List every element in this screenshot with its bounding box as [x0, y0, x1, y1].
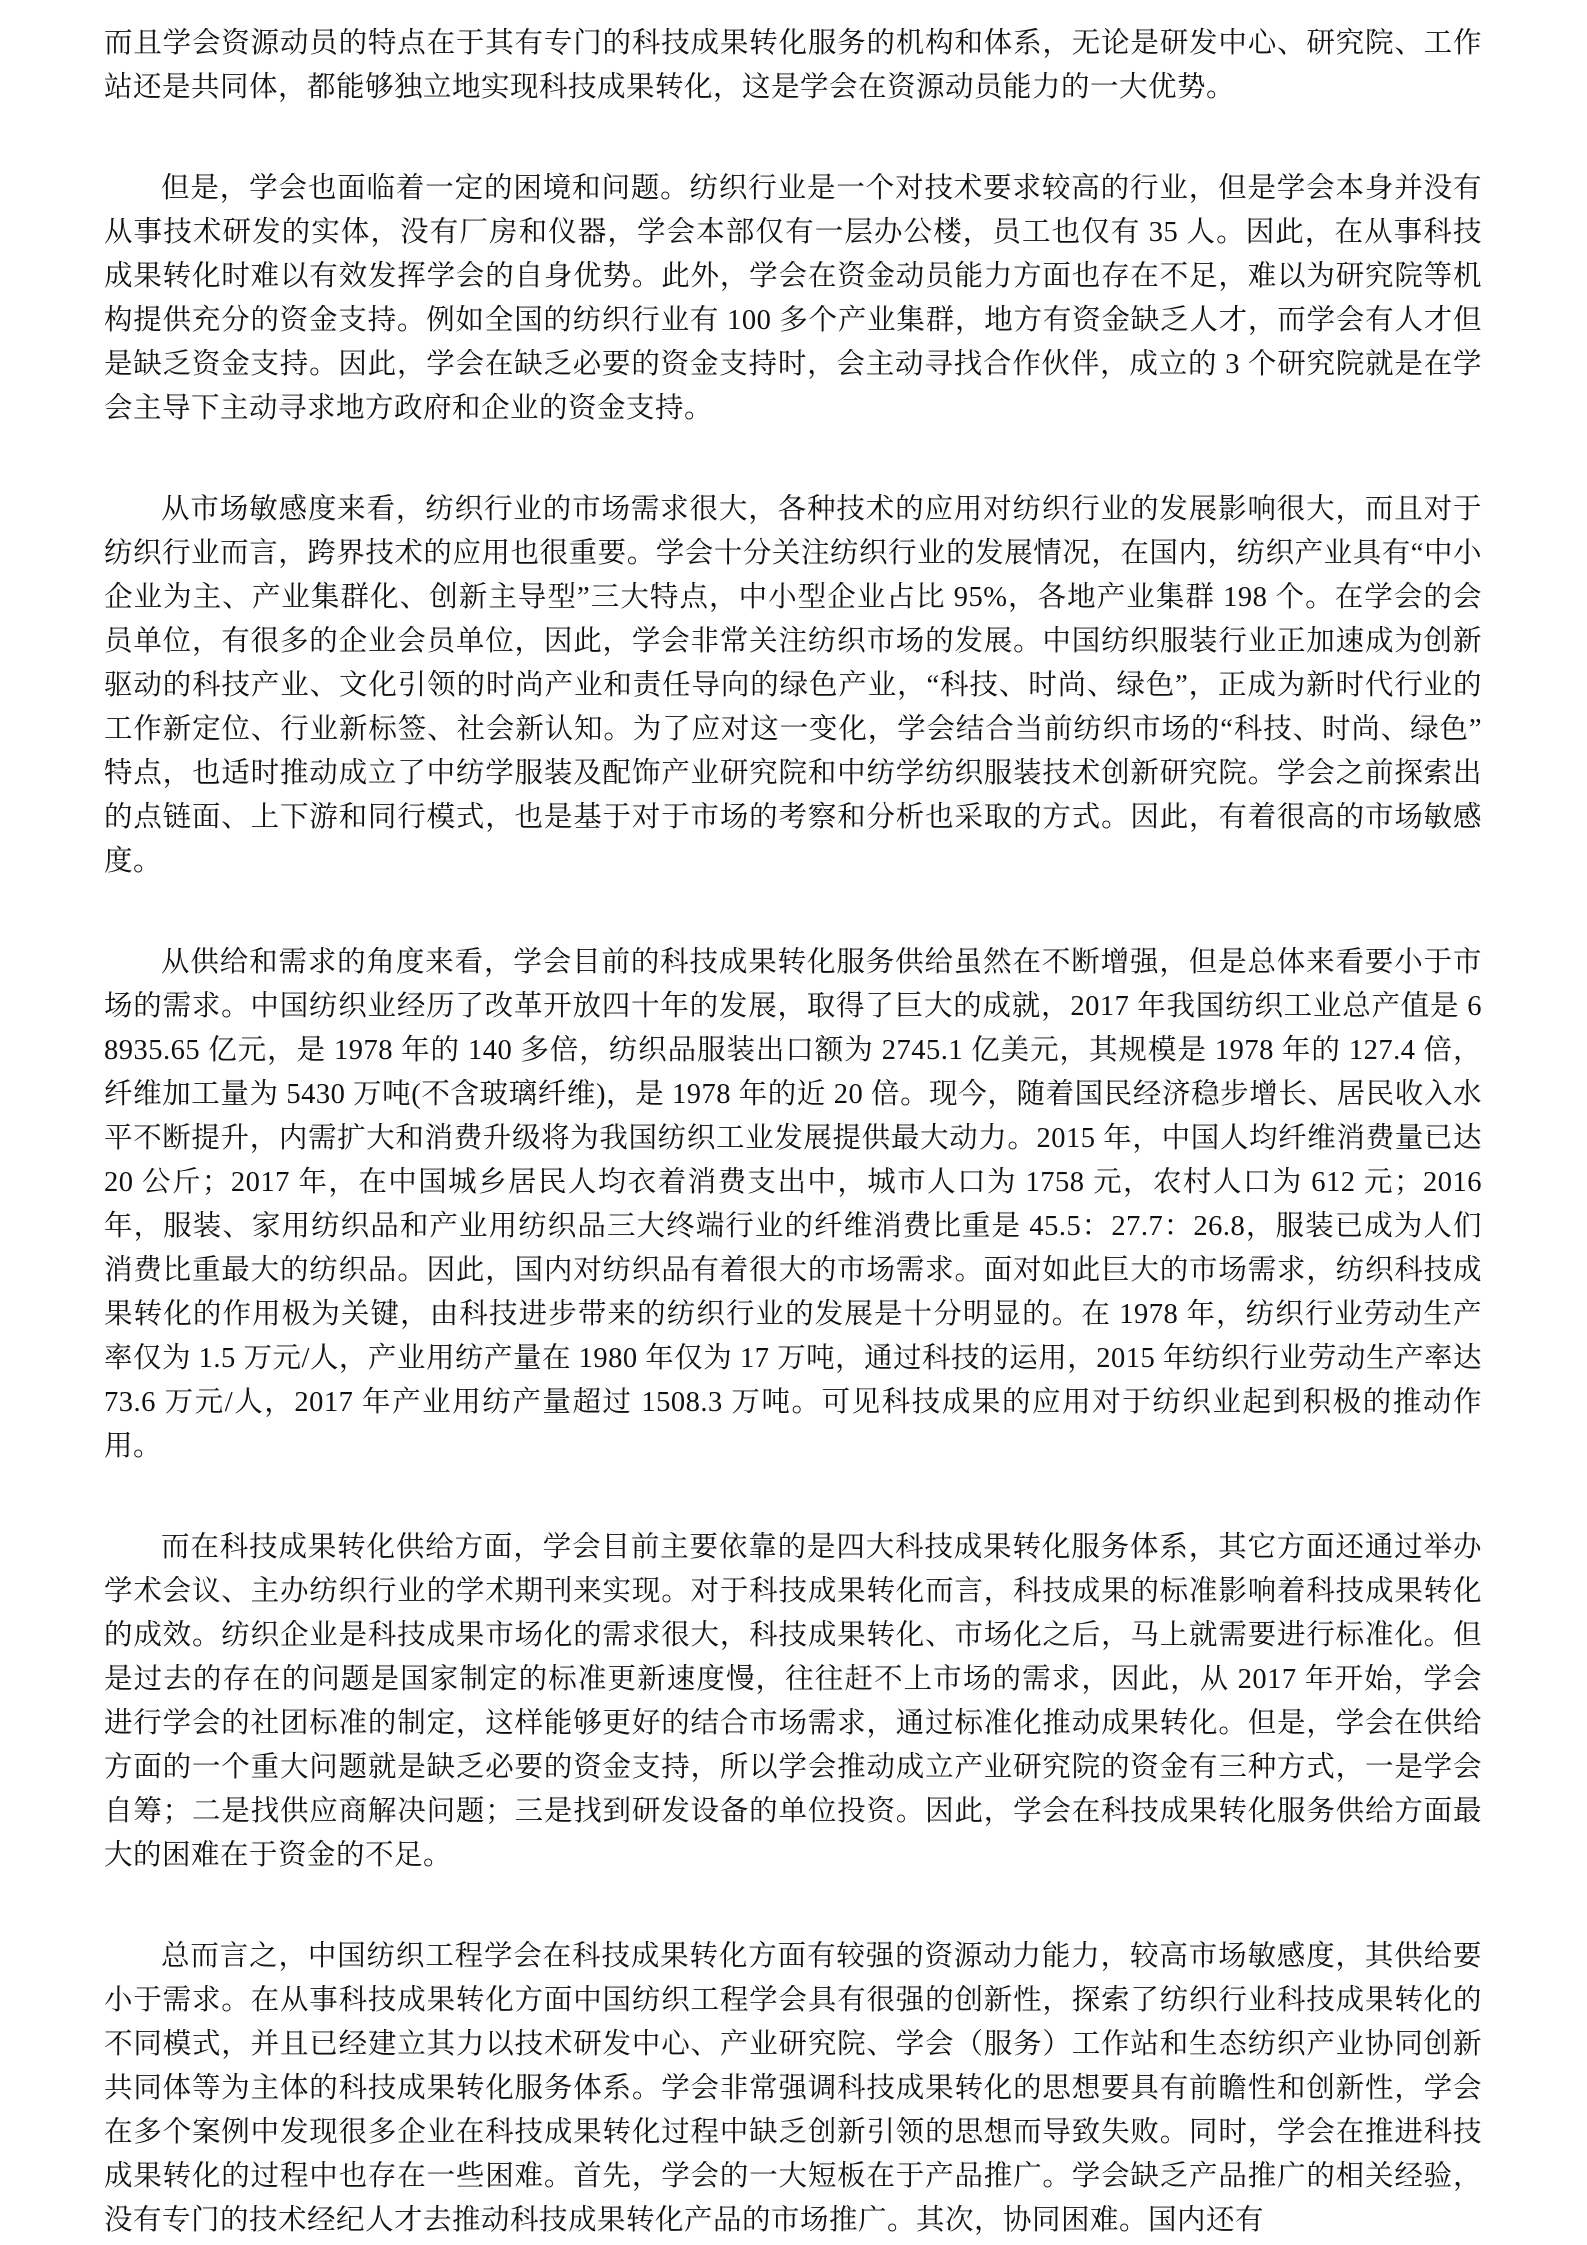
paragraph-continuation: 而且学会资源动员的特点在于其有专门的科技成果转化服务的机构和体系，无论是研发中心、研究院、工作站还是共同体，都能够独立地实现科技成果转化，这是学会在资源动员能力的一大优势。 — [104, 28, 1482, 103]
paragraph-supply-demand: 从供给和需求的角度来看，学会目前的科技成果转化服务供给虽然在不断增强，但是总体来看要小于市场的需求。中国纺织业经历了改革开放四十年的发展，取得了巨大的成就，2017 年我国纺织工业总产值是 68935.65 亿元，是 1978 年的 140 多倍，纺织品服装出口额为 2745.1 亿美元，其规模是 1978 年的 127.4 倍，纤维加工量为 5430 万吨(不含玻璃纤维)，是 1978 年的近 20 倍。现今，随着国民经济稳步增长、居民收入水平不断提升，内需扩大和消费升级将为我国纺织工业发展提供最大动力。2015 年，中国人均纤维消费量已达 20 公斤；2017 年，在中国城乡居民人均衣着消费支出中，城市人口为 1758 元，农村人口为 612 元；2016 年，服装、家用纺织品和产业用纺织品三大终端行业的纤维消费比重是 45.5：27.7：26.8，服装已成为人们消费比重最大的纺织品。因此，国内对纺织品有着很大的市场需求。面对如此巨大的市场需求，纺织科技成果转化的作用极为关键，由科技进步带来的纺织行业的发展是十分明显的。在 1978 年，纺织行业劳动生产率仅为 1.5 万元/人，产业用纺产量在 1980 年仅为 17 万吨，通过科技的运用，2015 年纺织行业劳动生产率达 73.6 万元/人，2017 年产业用纺产量超过 1508.3 万吨。可见科技成果的应用对于纺织业起到积极的推动作用。 — [104, 947, 1482, 1462]
paragraph-market-sensitivity: 从市场敏感度来看，纺织行业的市场需求很大，各种技术的应用对纺织行业的发展影响很大，而且对于纺织行业而言，跨界技术的应用也很重要。学会十分关注纺织行业的发展情况，在国内，纺织产业具有“中小企业为主、产业集群化、创新主导型”三大特点，中小型企业占比 95%，各地产业集群 198 个。在学会的会员单位，有很多的企业会员单位，因此，学会非常关注纺织市场的发展。中国纺织服装行业正加速成为创新驱动的科技产业、文化引领的时尚产业和责任导向的绿色产业，“科技、时尚、绿色”，正成为新时代行业的工作新定位、行业新标签、社会新认知。为了应对这一变化，学会结合当前纺织市场的“科技、时尚、绿色”特点，也适时推动成立了中纺学服装及配饰产业研究院和中纺学纺织服装技术创新研究院。学会之前探索出的点链面、上下游和同行模式，也是基于对于市场的考察和分析也采取的方式。因此，有着很高的市场敏感度。 — [104, 494, 1482, 877]
document-page — [104, 22, 1482, 2243]
paragraph-transformation-supply: 而在科技成果转化供给方面，学会目前主要依靠的是四大科技成果转化服务体系，其它方面还通过举办学术会议、主办纺织行业的学术期刊来实现。对于科技成果转化而言，科技成果的标准影响着科技成果转化的成效。纺织企业是科技成果市场化的需求很大，科技成果转化、市场化之后，马上就需要进行标准化。但是过去的存在的问题是国家制定的标准更新速度慢，往往赶不上市场的需求，因此，从 2017 年开始，学会进行学会的社团标准的制定，这样能够更好的结合市场需求，通过标准化推动成果转化。但是，学会在供给方面的一个重大问题就是缺乏必要的资金支持，所以学会推动成立产业研究院的资金有三种方式，一是学会自筹；二是找供应商解决问题；三是找到研发设备的单位投资。因此，学会在科技成果转化服务供给方面最大的困难在于资金的不足。 — [104, 1532, 1482, 1871]
paragraph-challenges: 但是，学会也面临着一定的困境和问题。纺织行业是一个对技术要求较高的行业，但是学会本身并没有从事技术研发的实体，没有厂房和仪器，学会本部仅有一层办公楼，员工也仅有 35 人。因此，在从事科技成果转化时难以有效发挥学会的自身优势。此外，学会在资金动员能力方面也存在不足，难以为研究院等机构提供充分的资金支持。例如全国的纺织行业有 100 多个产业集群，地方有资金缺乏人才，而学会有人才但是缺乏资金支持。因此，学会在缺乏必要的资金支持时，会主动寻找合作伙伴，成立的 3 个研究院就是在学会主导下主动寻求地方政府和企业的资金支持。 — [104, 173, 1482, 424]
paragraph-conclusion: 总而言之，中国纺织工程学会在科技成果转化方面有较强的资源动力能力，较高市场敏感度，其供给要小于需求。在从事科技成果转化方面中国纺织工程学会具有很强的创新性，探索了纺织行业科技成果转化的不同模式，并且已经建立其力以技术研发中心、产业研究院、学会（服务）工作站和生态纺织产业协同创新共同体等为主体的科技成果转化服务体系。学会非常强调科技成果转化的思想要具有前瞻性和创新性，学会在多个案例中发现很多企业在科技成果转化过程中缺乏创新引领的思想而导致失败。同时，学会在推进科技成果转化的过程中也存在一些困难。首先，学会的一大短板在于产品推广。学会缺乏产品推广的相关经验，没有专门的技术经纪人才去推动科技成果转化产品的市场推广。其次，协同困难。国内还有 — [104, 1941, 1482, 2236]
